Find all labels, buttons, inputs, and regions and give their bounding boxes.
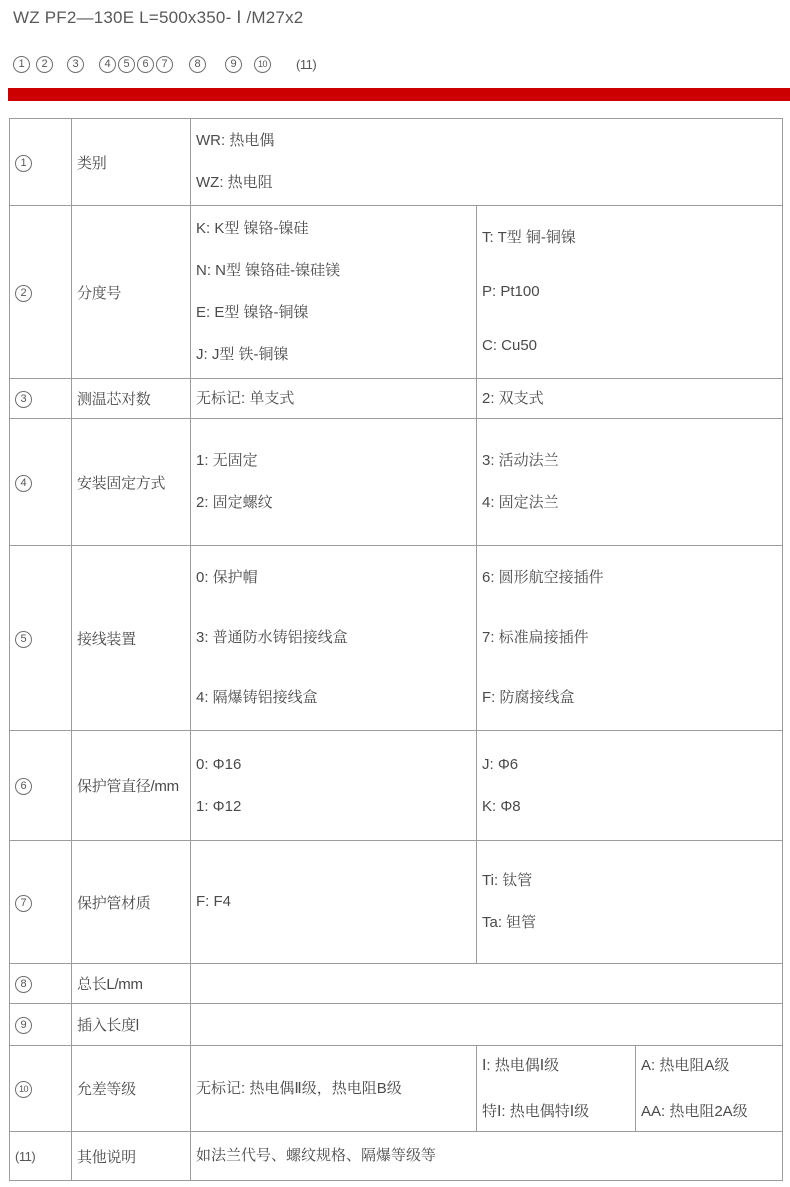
circled-number-9: 9 xyxy=(225,56,242,73)
row-marker-cell xyxy=(10,1046,72,1132)
paren-number-11: (11) xyxy=(296,56,317,72)
option-line: 无标记: 单支式 xyxy=(196,389,295,407)
row-label: 接线装置 xyxy=(72,546,191,731)
row-options-right xyxy=(477,841,783,964)
table-row-other-notes xyxy=(10,1132,783,1181)
row-options xyxy=(191,119,783,206)
option-line: F: F4 xyxy=(196,893,232,910)
row-label: 总长L/mm xyxy=(72,964,191,1004)
row-options-right xyxy=(477,206,783,379)
option-line: P: Pt100 xyxy=(482,283,540,300)
row-options-right xyxy=(477,731,783,841)
option-line: 无标记: 热电偶Ⅱ级，热电阻B级 xyxy=(196,1079,402,1097)
option-line: J: J型 铁-铜镍 xyxy=(196,346,289,363)
table-row-mounting xyxy=(10,419,783,546)
option-line: 6: 圆形航空接插件 xyxy=(482,569,604,586)
option-line: Ta: 钽管 xyxy=(482,914,537,931)
option-line: 7: 标准扁接插件 xyxy=(482,629,589,646)
spec-table xyxy=(9,118,783,1181)
row-label: 类别 xyxy=(72,119,191,206)
option-line: 4: 固定法兰 xyxy=(482,494,559,511)
row-options-right xyxy=(477,419,783,546)
table-row-tube-diameter xyxy=(10,731,783,841)
option-line: C: Cu50 xyxy=(482,337,538,354)
circled-number-4: 4 xyxy=(99,56,116,73)
row-label: 保护管直径/mm xyxy=(72,731,191,841)
option-line: 0: 保护帽 xyxy=(196,569,258,586)
row-options-left xyxy=(191,419,477,546)
option-line: N: N型 镍铬硅-镍硅镁 xyxy=(196,262,341,279)
row-marker-cell xyxy=(10,1004,72,1046)
row-marker-cell xyxy=(10,546,72,731)
row-options-left xyxy=(191,1046,477,1132)
circled-number-2: 2 xyxy=(36,56,53,73)
option-line: K: K型 镍铬-镍硅 xyxy=(196,220,309,237)
row-options xyxy=(191,1004,783,1046)
circled-number: 8 xyxy=(15,976,32,993)
row-marker-cell xyxy=(10,419,72,546)
option-line: 3: 普通防水铸铝接线盒 xyxy=(196,629,348,646)
row-options-middle xyxy=(477,1046,636,1132)
circled-number-8: 8 xyxy=(189,56,206,73)
row-marker-cell xyxy=(10,206,72,379)
option-line: 4: 隔爆铸铝接线盒 xyxy=(196,689,318,706)
row-marker-cell xyxy=(10,119,72,206)
table-row-tolerance-class xyxy=(10,1046,783,1132)
circled-number: 7 xyxy=(15,895,32,912)
circled-number-3: 3 xyxy=(67,56,84,73)
row-marker-cell xyxy=(10,731,72,841)
table-row-insertion-length xyxy=(10,1004,783,1046)
row-options-right xyxy=(636,1046,783,1132)
circled-number: 2 xyxy=(15,285,32,302)
option-line: A: 热电阻A级 xyxy=(641,1056,730,1074)
table-row-category xyxy=(10,119,783,206)
row-label: 允差等级 xyxy=(72,1046,191,1132)
red-divider xyxy=(8,88,790,101)
circled-number-5: 5 xyxy=(118,56,135,73)
row-options-left xyxy=(191,841,477,964)
table-row-junction-box xyxy=(10,546,783,731)
row-options-left xyxy=(191,731,477,841)
option-line: T: T型 铜-铜镍 xyxy=(482,229,576,246)
position-markers-row xyxy=(13,54,316,74)
option-line: E: E型 镍铬-铜镍 xyxy=(196,304,309,321)
circled-number: 3 xyxy=(15,391,32,408)
model-code-title: WZ PF2—130E L=500x350- Ⅰ /M27x2 xyxy=(13,8,304,27)
table-row-total-length xyxy=(10,964,783,1004)
circled-number: 10 xyxy=(15,1081,32,1098)
row-options-right xyxy=(477,546,783,731)
option-line: WZ: 热电阻 xyxy=(196,174,273,191)
circled-number: 6 xyxy=(15,778,32,795)
row-label: 测温芯对数 xyxy=(72,379,191,419)
row-marker-cell xyxy=(10,1132,72,1181)
option-line: K: Φ8 xyxy=(482,797,521,815)
option-line: 特Ⅰ: 热电偶特Ⅰ级 xyxy=(482,1102,590,1120)
circled-number: 5 xyxy=(15,631,32,648)
circled-number-1: 1 xyxy=(13,56,30,73)
option-line: 3: 活动法兰 xyxy=(482,452,559,469)
row-label: 保护管材质 xyxy=(72,841,191,964)
option-line: 1: 无固定 xyxy=(196,452,258,469)
row-label: 插入长度l xyxy=(72,1004,191,1046)
row-label: 安装固定方式 xyxy=(72,419,191,546)
table-row-graduation xyxy=(10,206,783,379)
option-line: 0: Φ16 xyxy=(196,755,242,773)
option-line: F: 防腐接线盒 xyxy=(482,689,575,706)
row-options-left xyxy=(191,546,477,731)
row-label: 分度号 xyxy=(72,206,191,379)
row-marker-cell xyxy=(10,841,72,964)
row-label: 其他说明 xyxy=(72,1132,191,1181)
row-options-left xyxy=(191,206,477,379)
option-line: AA: 热电阻2A级 xyxy=(641,1102,748,1120)
row-marker-cell xyxy=(10,379,72,419)
paren-number: (11) xyxy=(15,1148,36,1164)
option-line: Ti: 钛管 xyxy=(482,872,533,889)
row-options-right xyxy=(477,379,783,419)
circled-number-10: 10 xyxy=(254,56,271,73)
option-line: WR: 热电偶 xyxy=(196,132,275,149)
option-line: Ⅰ: 热电偶Ⅰ级 xyxy=(482,1056,560,1074)
option-line: 2: 双支式 xyxy=(482,389,544,407)
option-line: 1: Φ12 xyxy=(196,797,242,815)
option-line: 2: 固定螺纹 xyxy=(196,494,273,511)
option-line: 如法兰代号、螺纹规格、隔爆等级等 xyxy=(196,1147,437,1164)
row-options xyxy=(191,1132,783,1181)
row-options xyxy=(191,964,783,1004)
row-marker-cell xyxy=(10,964,72,1004)
circled-number-7: 7 xyxy=(156,56,173,73)
row-options-left xyxy=(191,379,477,419)
circled-number: 4 xyxy=(15,475,32,492)
circled-number-6: 6 xyxy=(137,56,154,73)
table-row-tube-material xyxy=(10,841,783,964)
circled-number: 1 xyxy=(15,155,32,172)
circled-number: 9 xyxy=(15,1017,32,1034)
table-row-element-count xyxy=(10,379,783,419)
option-line: J: Φ6 xyxy=(482,755,519,773)
